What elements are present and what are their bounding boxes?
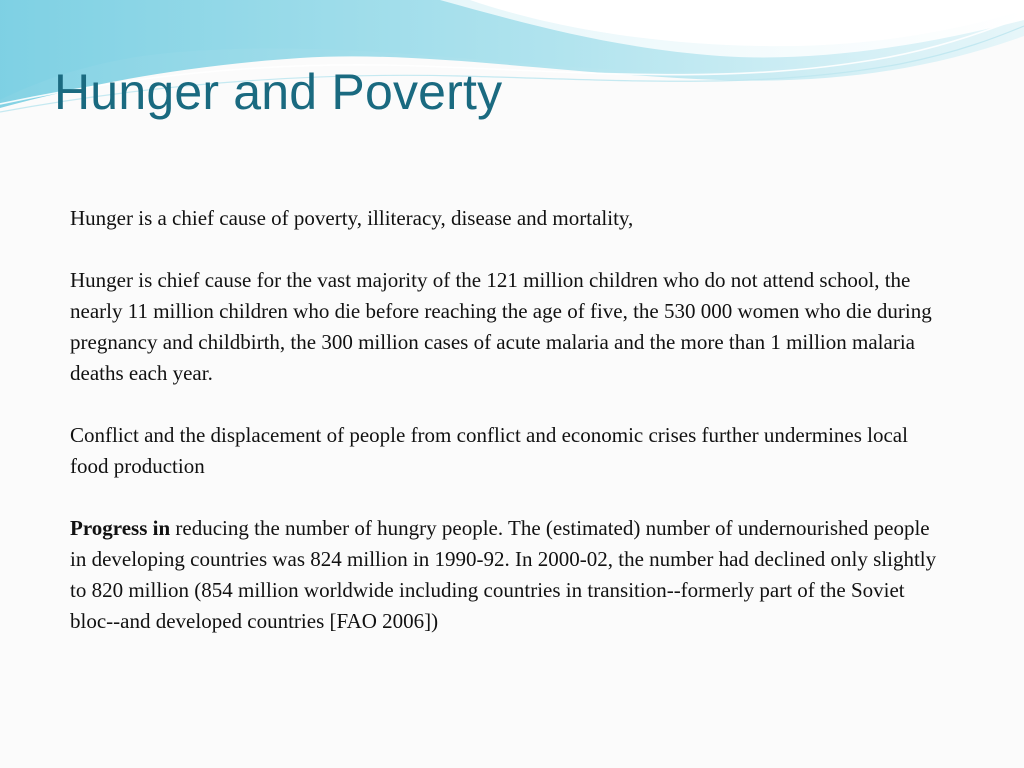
paragraph-hunger-cause: Hunger is a chief cause of poverty, illiteracy, disease and mortality, <box>70 206 634 230</box>
paragraph-children-statistics: Hunger is chief cause for the vast majority of the 121 million children who do not attend school, the nearly 11 million children who die before reaching the age of five, the 530 000 women who die during pregnancy and childbirth, the 300 million cases of acute malaria and the more than 1 million malaria deaths each year. <box>70 268 932 385</box>
slide-body <box>70 203 950 637</box>
paragraph-conflict: Conflict and the displacement of people from conflict and economic crises further undermines local food production <box>70 423 908 478</box>
paragraph-progress <box>70 513 950 637</box>
progress-lead: Progress in <box>70 516 171 540</box>
slide-title: Hunger and Poverty <box>54 64 503 120</box>
progress-text: reducing the number of hungry people. The (estimated) number of undernourished people in developing countries was 824 million in 1990-92. In 2000-02, the number had declined only slightly to 820 million (854 million worldwide including countries in transition--formerly part of the Soviet bloc--and developed countries [FAO 2006]) <box>70 516 937 633</box>
